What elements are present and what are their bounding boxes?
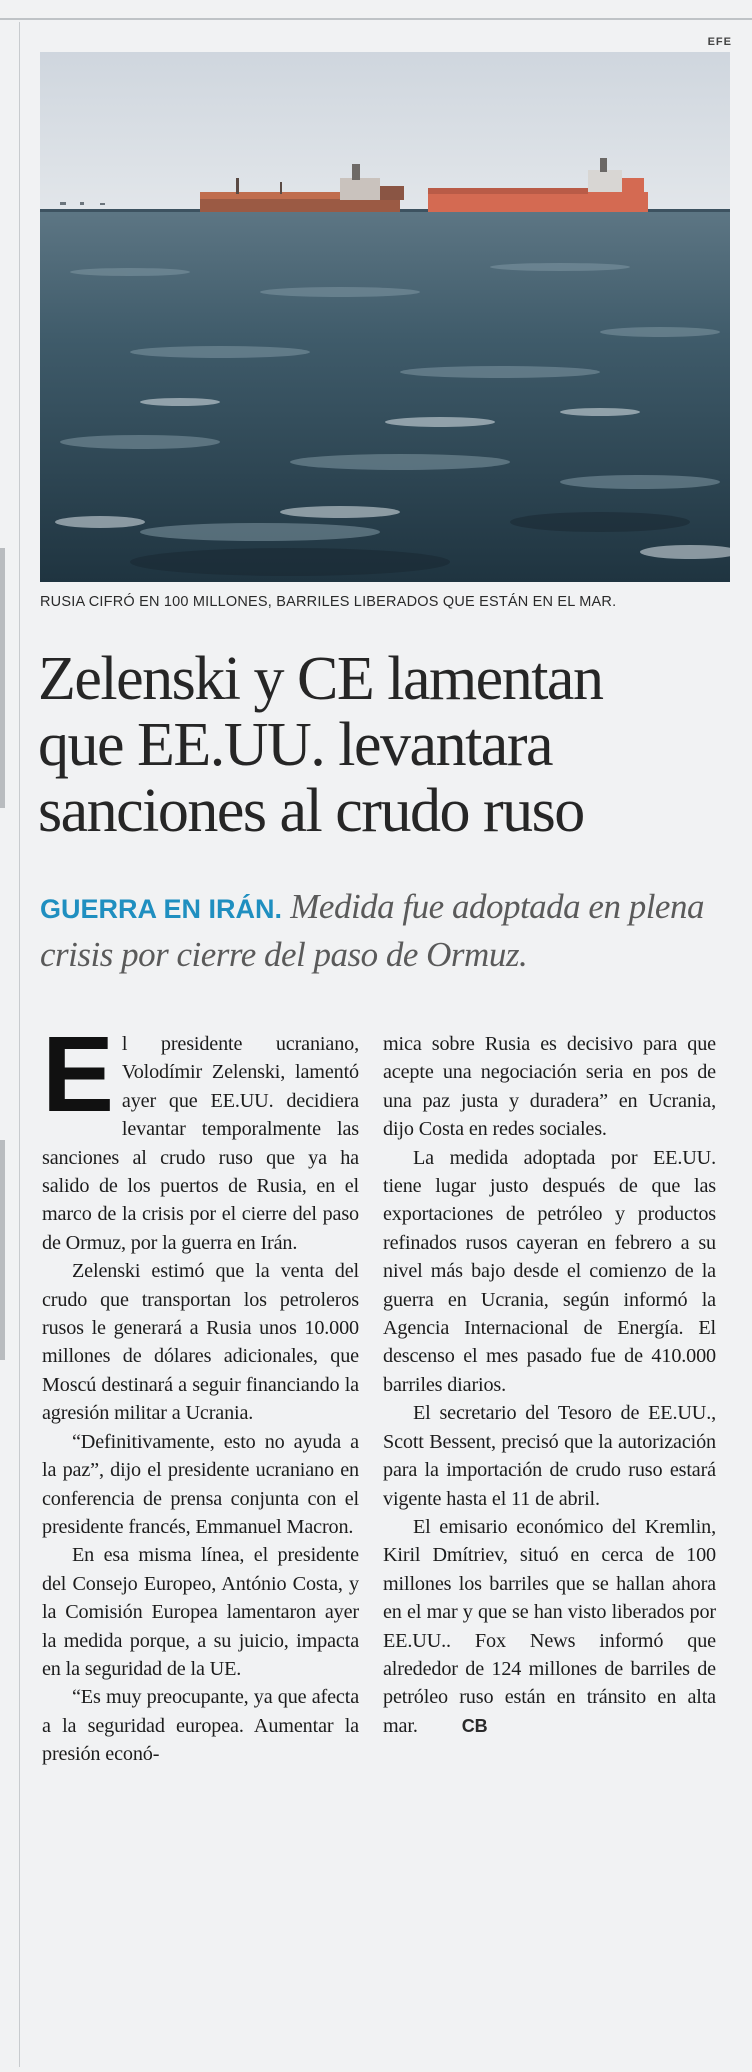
article-paragraph: En esa misma línea, el presidente del Consejo Europeo, António Costa, y la Comisión Europea lamentaron ayer la medida porque, a su juicio, impacta en la seguridad de la UE.	[42, 1544, 359, 1680]
article-paragraph: “Es muy preocupante, ya que afecta a la seguridad europea. Aumentar la presión econó-	[42, 1686, 359, 1766]
subheadline	[40, 884, 740, 978]
article-paragraph: El presidente ucraniano, Volodímir Zelenski, lamentó ayer que EE.UU. decidiera levantar temporalmente las sanciones al crudo ruso que ya ha salido de los puertos de Rusia, en el marco de la crisis por el cierre del paso de Ormuz, por la guerra en Irán.	[42, 1013, 359, 1254]
column-rule	[19, 22, 20, 2067]
page-edge-mark	[0, 1140, 5, 1360]
news-photo	[40, 52, 730, 582]
drop-cap: E	[42, 1013, 114, 1134]
top-rule	[0, 18, 752, 20]
photo-credit: EFE	[707, 36, 732, 48]
headline-line: Zelenski y CE lamentan	[38, 645, 603, 713]
article-paragraph: El emisario económico del Kremlin, Kiril Dmítriev, situó en cerca de 100 millones los barriles que se hallan ahora en el mar y que se han visto liberados por EE.UU.. Fox News informó que alrededor de 124 millones de barriles de petróleo ruso están en tránsito en alta mar. CB	[383, 1513, 716, 1740]
article-paragraph: La medida adoptada por EE.UU. tiene lugar justo después de que las exportaciones de petróleo y productos refinados rusos cayeran en febrero a su nivel más bajo desde el comienzo de la guerra en Ucrania, según informó la Agencia Internacional de Energía. El descenso el mes pasado fue de 410.000 barriles diarios.	[383, 1146, 716, 1396]
section-kicker: GUERRA EN IRÁN.	[40, 894, 283, 924]
end-of-article-mark: CB	[461, 1715, 488, 1736]
article-paragraph: “Definitivamente, esto no ayuda a la paz”, dijo el presidente ucraniano en conferencia de prensa conjunta con el presidente francés, Emmanuel Macron.	[42, 1430, 359, 1538]
article-column-1	[42, 1013, 359, 1769]
article-paragraph: mica sobre Rusia es decisivo para que acepte una negociación seria en pos de una paz justa y duradera” en Ucrania, dijo Costa en redes sociales.	[383, 1033, 716, 1141]
article-column-2	[383, 1030, 716, 1740]
headline	[38, 646, 738, 844]
page-edge-mark	[0, 548, 5, 808]
article-paragraph: El secretario del Tesoro de EE.UU., Scott Bessent, precisó que la autorización para la importación de crudo ruso estará vigente hasta el 11 de abril.	[383, 1402, 716, 1510]
tankers-at-sea-image	[40, 52, 730, 582]
headline-line: sanciones al crudo ruso	[38, 777, 584, 845]
photo-caption: RUSIA CIFRÓ EN 100 MILLONES, BARRILES LIBERADOS QUE ESTÁN EN EL MAR.	[40, 594, 617, 610]
subheadline-text: Medida fue adoptada en plena crisis por cierre del paso de Ormuz.	[40, 887, 704, 974]
headline-line: que EE.UU. levantara	[38, 711, 552, 779]
article-paragraph: Zelenski estimó que la venta del crudo que transportan los petroleros rusos le generará a Rusia unos 10.000 millones de dólares adicionales, que Moscú destinará a seguir financiando la agresión militar a Ucrania.	[42, 1260, 359, 1425]
